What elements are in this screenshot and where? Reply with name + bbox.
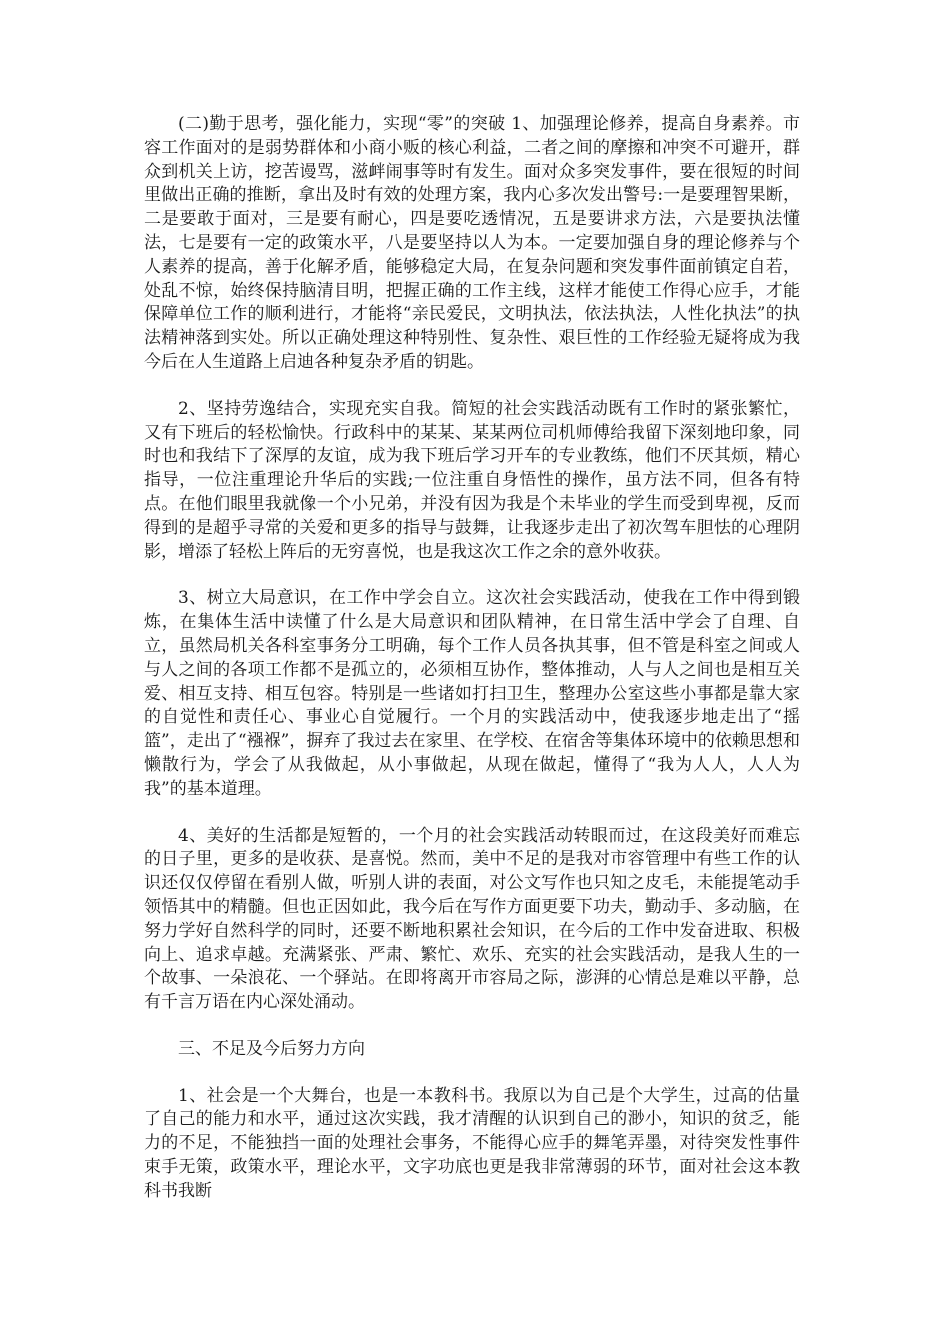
paragraph-society-stage: 1、社会是一个大舞台，也是一本教科书。我原以为自己是个大学生，过高的估量了自己的能力和水平，通过这次实践，我才清醒的认识到自己的渺小，知识的贫乏，能力的不足，不能独挡一面的处理社会事务，不能得心应手的舞笔弄墨，对待突发性事件束手无策，政策水平，理论水平，文字功底也更是我非常薄弱的环节，面对社会这本教科书我断 [144,1085,800,1201]
paragraph-work-life-balance: 2、坚持劳逸结合，实现充实自我。简短的社会实践活动既有工作时的紧张繁忙，又有下班后的轻松愉快。行政科中的某某、某某两位司机师傅给我留下深刻地印象，同时也和我结下了深厚的友谊，成为我下班后学习开车的专业教练，他们不厌其烦，精心指导，一位注重理论升华后的实践;一位注重自身悟性的操作，虽方法不同，但各有特点。在他们眼里我就像一个小兄弟，并没有因为我是个未毕业的学生而受到卑视，反而得到的是超乎寻常的关爱和更多的指导与鼓舞，让我逐步走出了初次驾车胆怯的心理阴影，增添了轻松上阵后的无穷喜悦，也是我这次工作之余的意外收获。 [144,398,800,562]
section-heading: 三、不足及今后努力方向 [178,1038,365,1059]
paragraph-theory-cultivation: (二)勤于思考，强化能力，实现“零”的突破 1、加强理论修养，提高自身素养。市容工作面对的是弱势群体和小商小贩的核心利益，二者之间的摩擦和冲突不可避开，群众到机关上访，挖苦谩骂，滋衅闹事等时有发生。面对众多突发事件，要在很短的时间里做出正确的推断，拿出及时有效的处理方案，我内心多次发出警号:一是要理智果断，二是要敢于面对，三是要有耐心，四是要吃透情况，五是要讲求方法，六是要执法懂法，七是要有一定的政策水平，八是要坚持以人为本。一定要加强自身的理论修养与个人素养的提高，善于化解矛盾，能够稳定大局，在复杂问题和突发事件面前镇定自若，处乱不惊，始终保持脑清目明，把握正确的工作主线，这样才能使工作得心应手，才能保障单位工作的顺利进行，才能将“亲民爱民，文明执法，依法执法，人性化执法”的执法精神落到实处。所以正确处理这种特别性、复杂性、艰巨性的工作经验无疑将成为我今后在人生道路上启迪各种复杂矛盾的钥匙。 [144,114,800,372]
paragraph-big-picture: 3、树立大局意识，在工作中学会自立。这次社会实践活动，使我在工作中得到锻炼，在集体生活中读懂了什么是大局意识和团队精神，在日常生活中学会了自理、自立，虽然局机关各科室事务分工明确，每个工作人员各执其事，但不管是科室之间或人与人之间的各项工作都不是孤立的，必须相互协作，整体推动，人与人之间也是相互关爱、相互支持、相互包容。特别是一些诸如打扫卫生，整理办公室这些小事都是靠大家的自觉性和责任心、事业心自觉履行。一个月的实践活动中，使我逐步地走出了“摇篮”，走出了“襁褓”，摒弃了我过去在家里、在学校、在宿舍等集体环境中的依赖思想和懒散行为，学会了从我做起，从小事做起，从现在做起，懂得了“我为人人，人人为我”的基本道理。 [144,588,800,799]
document-body [144,113,800,1227]
paragraph-good-life: 4、美好的生活都是短暂的，一个月的社会实践活动转眼而过，在这段美好而难忘的日子里，更多的是收获、是喜悦。然而，美中不足的是我对市容管理中有些工作的认识还仅仅停留在看别人做，听别人讲的表面，对公文写作也只知之皮毛，未能提笔动手领悟其中的精髓。但也正因如此，我今后在写作方面更要下功夫，勤动手、多动脑，在努力学好自然科学的同时，还要不断地积累社会知识，在今后的工作中发奋进取、积极向上、追求卓越。充满紧张、严肃、繁忙、欢乐、充实的社会实践活动，是我人生的一个故事、一朵浪花、一个驿站。在即将离开市容局之际，澎湃的心情总是难以平静，总有千言万语在内心深处涌动。 [144,825,800,1013]
